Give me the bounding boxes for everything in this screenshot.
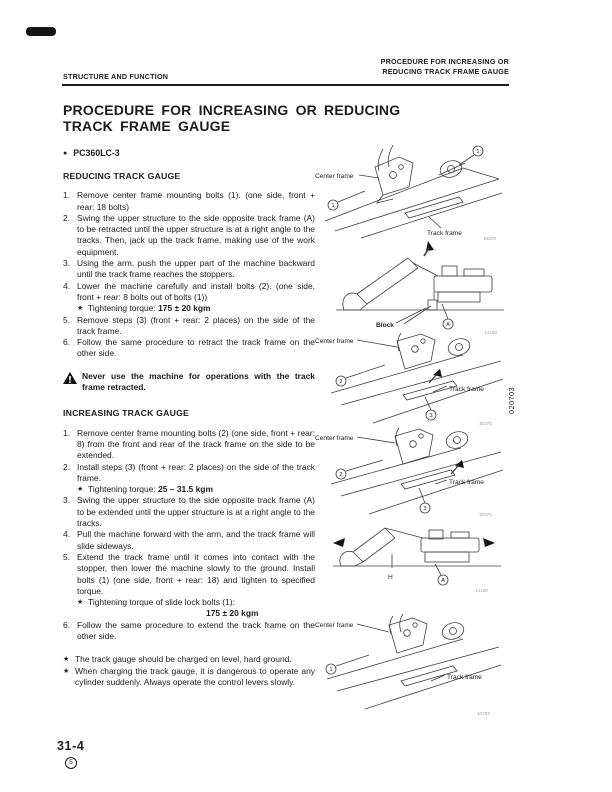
section-heading-increasing: INCREASING TRACK GAUGE bbox=[63, 408, 190, 419]
figure-code: 14158 bbox=[475, 588, 488, 593]
step-text: Swing the upper structure to the side opposite track frame (A) to be retracted until the upper structure is at a right angle to the tracks. Then, jack up the track frame, making use of the work equipment. bbox=[77, 212, 315, 257]
figure-code: 10375 bbox=[479, 421, 492, 426]
figure-code: 14159 bbox=[484, 330, 497, 335]
center-frame-label: Center frame bbox=[315, 622, 354, 629]
star-icon: ★ bbox=[77, 305, 84, 313]
page-title-line2: TRACK FRAME GAUGE bbox=[63, 118, 231, 134]
step-number: 3. bbox=[63, 495, 71, 506]
track-frame-label: Track frame bbox=[447, 674, 482, 681]
increasing-step-2 bbox=[63, 462, 315, 496]
figure-code: 10376 bbox=[479, 512, 492, 517]
torque-label: Tightening torque of slide lock bolts (1): bbox=[88, 597, 235, 608]
step-text: Install steps (3) (front + rear: 2 places) on the side of the track frame. bbox=[77, 461, 315, 483]
bullet-icon: ● bbox=[63, 150, 68, 157]
step-text: Extend the track frame until it comes into contact with the stopper, then lower the machine slowly to the ground. Install bolts (1) (one side, front + rear: 18) and tighten to specified torque. bbox=[77, 551, 315, 596]
note-level-ground bbox=[63, 654, 315, 665]
increasing-step-4 bbox=[63, 529, 315, 552]
general-notes bbox=[63, 654, 315, 688]
reducing-step-2 bbox=[63, 213, 315, 258]
model-label: PC360LC-3 bbox=[73, 148, 120, 158]
page-title bbox=[63, 102, 400, 134]
step-text: Lower the machine carefully and install bolts (2). (one side, front + rear: 8 bolts out of bolts (1)) bbox=[77, 280, 315, 302]
header-rule bbox=[62, 84, 509, 86]
page-title-line1: PROCEDURE FOR INCREASING OR REDUCING bbox=[63, 102, 401, 118]
step-number: 5. bbox=[63, 314, 71, 325]
star-icon: ★ bbox=[63, 656, 70, 664]
torque-label: Tightening torque: bbox=[88, 484, 156, 495]
step-number: 1. bbox=[63, 427, 71, 438]
figure-reducing-bolts bbox=[313, 141, 510, 241]
warning-icon bbox=[63, 372, 77, 387]
figure-jack-up-block bbox=[330, 236, 510, 336]
figure-code: 10703 bbox=[477, 711, 490, 716]
header-chapter-line1: PROCEDURE FOR INCREASING OR bbox=[380, 57, 509, 66]
note-operate-slowly bbox=[63, 666, 315, 689]
step-text: Follow the same procedure to retract the track frame on the other side. bbox=[77, 337, 315, 359]
block-label: Block bbox=[376, 322, 394, 329]
torque-value: 175 ± 20 kgm bbox=[206, 608, 259, 619]
callout-1: 1 bbox=[329, 667, 333, 673]
star-icon: ★ bbox=[63, 667, 70, 675]
callout-2: 2 bbox=[339, 472, 343, 478]
star-icon: ★ bbox=[77, 486, 84, 494]
callout-1-left: 1 bbox=[331, 203, 335, 209]
callout-a: A bbox=[441, 578, 445, 584]
track-frame-label: Track frame bbox=[427, 230, 462, 237]
increasing-step-6 bbox=[63, 620, 315, 643]
page-number: 31-4 bbox=[57, 739, 85, 753]
torque-value: 25 – 31.5 kgm bbox=[158, 484, 213, 495]
step-text: Follow the same procedure to extend the track frame on the other side. bbox=[77, 619, 315, 641]
step-number: 6. bbox=[63, 619, 71, 630]
form-number-vertical bbox=[492, 376, 542, 416]
increasing-step-3 bbox=[63, 495, 315, 529]
torque-value: 175 ± 20 kgm bbox=[158, 303, 211, 314]
callout-1-top: 1 bbox=[476, 149, 480, 155]
step-text: Swing the upper structure to the side opposite track frame (A) to be extended until the upper structure is at a right angle to the tracks. bbox=[77, 495, 315, 529]
figure-increasing-steps bbox=[313, 426, 510, 521]
increasing-step-1 bbox=[63, 428, 315, 462]
step-number: 6. bbox=[63, 337, 71, 348]
reducing-step-3 bbox=[63, 258, 315, 281]
track-frame-label: Track frame bbox=[449, 479, 484, 486]
step-text: Using the arm, push the upper part of the machine backward until the track frame reaches the stoppers. bbox=[77, 258, 315, 280]
step-text: Remove steps (3) (front + rear: 2 places) on the side of the track frame. bbox=[77, 314, 315, 336]
center-frame-label: Center frame bbox=[315, 338, 354, 345]
torque-label: Tightening torque: bbox=[88, 303, 156, 314]
step-number: 4. bbox=[63, 529, 71, 540]
section-heading-reducing: REDUCING TRACK GAUGE bbox=[63, 171, 181, 181]
step-number: 3. bbox=[63, 258, 71, 269]
torque-note bbox=[77, 303, 315, 314]
binding-mark bbox=[26, 27, 56, 36]
star-icon: ★ bbox=[77, 599, 84, 607]
header-chapter-line2: REDUCING TRACK FRAME GAUGE bbox=[382, 67, 509, 76]
torque-note bbox=[77, 484, 315, 495]
revision-mark: 5 bbox=[65, 757, 77, 769]
center-frame-label: Center frame bbox=[315, 173, 354, 180]
step-text: Pull the machine forward with the arm, and the track frame will slide sideways. bbox=[77, 529, 315, 551]
callout-3: 3 bbox=[429, 413, 433, 419]
callout-2: 2 bbox=[339, 379, 343, 385]
step-number: 2. bbox=[63, 461, 71, 472]
callout-3: 3 bbox=[423, 506, 427, 512]
safety-warning bbox=[63, 371, 315, 394]
step-number: 1. bbox=[63, 190, 71, 201]
header-section-title: STRUCTURE AND FUNCTION bbox=[63, 72, 169, 81]
step-text: Remove center frame mounting bolts (2) (one side, front + rear: 8) from the front and rear of the track frame on the side to be extended. bbox=[77, 427, 315, 461]
center-frame-label: Center frame bbox=[315, 435, 354, 442]
note-text: When charging the track gauge, it is dangerous to operate any cylinder suddenly. Always operate the control levers slowly. bbox=[75, 665, 315, 687]
step-number: 4. bbox=[63, 280, 71, 291]
track-frame-label: Track frame bbox=[449, 386, 484, 393]
torque-note bbox=[77, 597, 315, 620]
procedure-text-column bbox=[63, 171, 315, 688]
figure-increasing-bolts bbox=[313, 613, 510, 718]
note-text: The track gauge should be charged on level, hard ground. bbox=[75, 654, 292, 665]
figure-code: 10370 bbox=[483, 236, 496, 241]
gauge-h-label: H bbox=[388, 574, 393, 581]
figure-reducing-install bbox=[313, 331, 510, 431]
form-number-text: 020703 bbox=[507, 386, 517, 415]
increasing-step-5 bbox=[63, 552, 315, 620]
reducing-step-1 bbox=[63, 190, 315, 213]
figure-pull-forward bbox=[325, 516, 510, 601]
step-number: 2. bbox=[63, 212, 71, 223]
model-designation bbox=[63, 148, 120, 158]
reducing-step-4 bbox=[63, 281, 315, 315]
warning-text: Never use the machine for operations with the track frame retracted. bbox=[82, 370, 315, 393]
reducing-step-6 bbox=[63, 337, 315, 360]
step-number: 5. bbox=[63, 551, 71, 562]
step-text: Remove center frame mounting bolts (1). (one side, front + rear: 18 bolts) bbox=[77, 190, 315, 212]
header-chapter-title bbox=[381, 57, 509, 77]
callout-a: A bbox=[446, 322, 450, 328]
reducing-step-5 bbox=[63, 315, 315, 338]
